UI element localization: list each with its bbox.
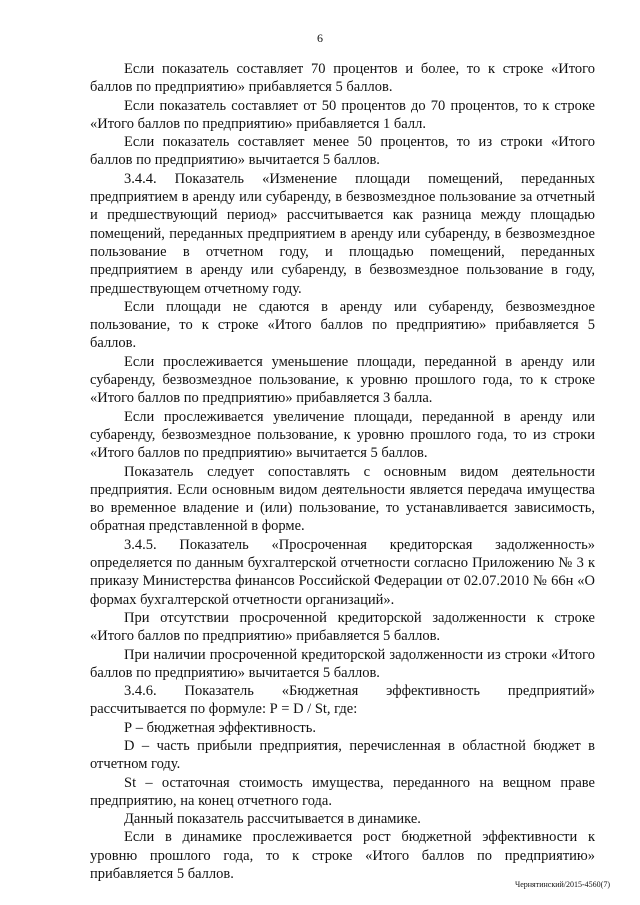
- paragraph: Если показатель составляет от 50 процентов до 70 процентов, то к строке «Итого баллов по предприятию» прибавляется 1 балл.: [90, 97, 595, 132]
- page-number: 6: [317, 31, 323, 45]
- paragraph: 3.4.6. Показатель «Бюджетная эффективность предприятий» рассчитывается по формуле: Р = D / St, где:: [90, 683, 595, 718]
- paragraph: Если в динамике прослеживается рост бюджетной эффективности к уровню прошлого года, то к строке «Итого баллов по предприятию» прибавляется 5 баллов.: [90, 829, 595, 883]
- paragraph: Показатель следует сопоставлять с основным видом деятельности предприятия. Если основным видом деятельности является передача имущества во временное владение и (или) пользование, то устанавливается зависимость, обратная представленной в форме.: [90, 463, 595, 535]
- document-footer-code: Чернятинский/2015-4560(7): [515, 880, 610, 889]
- paragraph: При отсутствии просроченной кредиторской задолженности к строке «Итого баллов по предприятию» прибавляется 5 баллов.: [90, 609, 595, 645]
- paragraph: Данный показатель рассчитывается в динамике.: [124, 811, 421, 828]
- paragraph: При наличии просроченной кредиторской задолженности из строки «Итого баллов по предприятию» вычитается 5 баллов.: [90, 646, 595, 681]
- paragraph: Если прослеживается увеличение площади, переданной в аренду или субаренду, безвозмездное пользование, к уровню прошлого года, то из строки «Итого баллов по предприятию» вычитается 5 баллов.: [90, 408, 595, 462]
- paragraph: Если прослеживается уменьшение площади, переданной в аренду или субаренду, безвозмездное пользование, к уровню прошлого года, то к строке «Итого баллов по предприятию» прибавляется 3 балла.: [90, 353, 595, 407]
- paragraph: St – остаточная стоимость имущества, переданного на вещном праве предприятию, на конец отчетного года.: [90, 774, 595, 809]
- paragraph: 3.4.5. Показатель «Просроченная кредиторская задолженность» определяется по данным бухгалтерской отчетности согласно Приложению № 3 к приказу Министерства финансов Российской Федерации от 02.07.2010 № 66н «О формах бухгалтерской отчетности организаций».: [90, 536, 595, 608]
- paragraph: Если показатель составляет менее 50 процентов, то из строки «Итого баллов по предприятию» вычитается 5 баллов.: [90, 134, 595, 169]
- document-body: [90, 60, 595, 883]
- paragraph: Р – бюджетная эффективность.: [124, 719, 316, 736]
- paragraph: Если показатель составляет 70 процентов и более, то к строке «Итого баллов по предприятию» прибавляется 5 баллов.: [90, 61, 595, 96]
- paragraph: Если площади не сдаются в аренду или субаренду, безвозмездное пользование, то к строке «Итого баллов по предприятию» прибавляется 5 баллов.: [90, 298, 595, 352]
- paragraph: D – часть прибыли предприятия, перечисленная в областной бюджет в отчетном году.: [90, 737, 595, 773]
- paragraph: 3.4.4. Показатель «Изменение площади помещений, переданных предприятием в аренду или субаренду, в безвозмездное пользование за отчетный и предшествующий период» рассчитывается как разница между площадью помещений, переданных предприятием в аренду или субаренду, в безвозмездное пользование в отчетном году, и площадью помещений, переданных предприятием в аренду или субаренду, в безвозмездное пользование в году, предшествующем отчетному году.: [90, 170, 595, 297]
